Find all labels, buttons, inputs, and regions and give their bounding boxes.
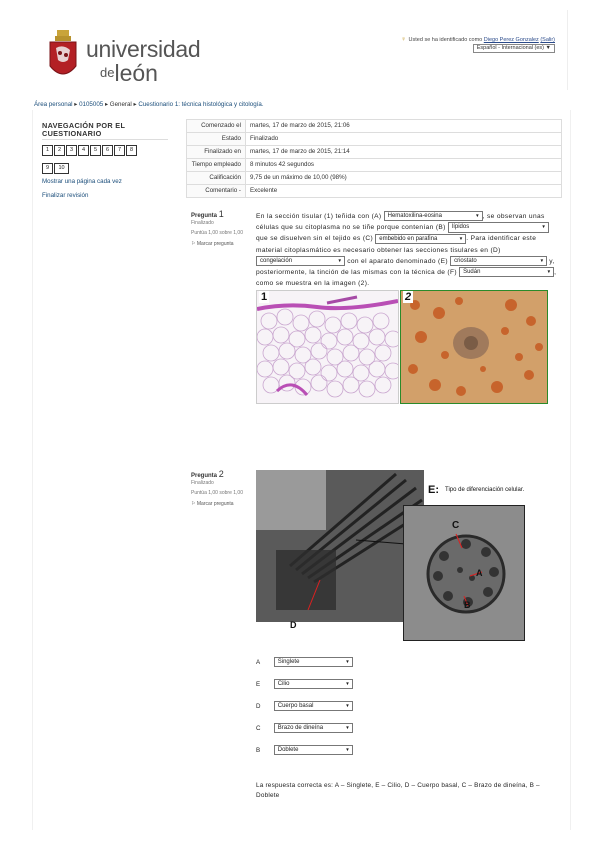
wordmark-line2 [100, 60, 158, 87]
q1-text-part: En la sección tisular (1) teñida con (A) [256, 213, 382, 220]
flag-icon: ⚐ [191, 500, 196, 507]
show-one-page-link[interactable]: Mostrar una página cada vez [42, 178, 122, 185]
question-score: Puntúa 1,00 sobre 1,00 [191, 230, 243, 236]
answer-row-a [256, 657, 353, 667]
breadcrumb-separator: ▸ [133, 101, 137, 108]
label-c: C [452, 520, 460, 531]
lightbulb-icon: ♀ [401, 36, 407, 43]
quiz-nav-question-9[interactable]: 9 [42, 163, 53, 174]
select-value: Cilio [277, 681, 290, 687]
summary-key: Tiempo empleado [187, 159, 246, 172]
answer-letter: E [256, 680, 261, 688]
answer-select-a[interactable] [384, 211, 483, 221]
summary-key: Comentario - [187, 185, 246, 198]
flag-question-label: Marcar pregunta [196, 240, 234, 247]
q1-text-part: , se observan unas células que su citoplasma no se tiñe porque contenían (B) [256, 213, 545, 232]
question-state: Finalizado [191, 219, 214, 226]
q1-text-part: , como se muestra en la imagen (2). [256, 269, 557, 288]
table-row [187, 146, 562, 159]
summary-key: Comenzado el [187, 120, 246, 133]
quiz-nav-question-4[interactable]: 4 [78, 145, 89, 156]
select-value: congelación [260, 257, 293, 264]
wordmark-line1: universidad [86, 36, 201, 62]
question-label: Pregunta [191, 213, 218, 219]
breadcrumb-separator: ▸ [104, 101, 109, 108]
answer-select[interactable] [274, 723, 353, 733]
cilia-micrograph-illustration [256, 470, 424, 622]
correct-answer-feedback: La respuesta correcta es: A – Singlete, E – Cilio, D – Cuerpo basal, C – Brazo de dineína, B – Doblete [256, 782, 540, 799]
axoneme-illustration [404, 506, 524, 640]
label-b: B [464, 600, 471, 610]
answer-letter: D [256, 702, 261, 710]
micrograph-axoneme-cross-section [403, 505, 525, 641]
q1-text-part: que se disuelven sin el tejido es (C) [256, 235, 374, 243]
breadcrumb-item-section[interactable]: General [109, 101, 132, 108]
label-d: D [290, 620, 297, 630]
quiz-nav-question-1[interactable]: 1 [42, 145, 53, 156]
answer-select-c[interactable] [375, 234, 466, 244]
quiz-nav-title: NAVEGACIÓN POR EL CUESTIONARIO [42, 121, 126, 138]
select-value: embebido en parafina [379, 235, 438, 242]
select-value: Sudán [463, 269, 481, 276]
answer-select[interactable] [274, 745, 353, 755]
answer-row-d [256, 701, 353, 711]
select-value: Cuerpo basal [277, 703, 314, 709]
chevron-down-icon: ▼ [545, 45, 551, 51]
summary-key: Estado [187, 133, 246, 146]
flag-question-label: Marcar pregunta [196, 500, 234, 507]
label-e: E: [428, 484, 439, 496]
summary-value: martes, 17 de marzo de 2015, 21:06 [246, 120, 562, 133]
image-1-label: 1 [261, 291, 268, 303]
quiz-nav-question-10[interactable]: 10 [54, 163, 69, 174]
flag-icon: ⚐ [191, 240, 196, 247]
breadcrumb-item-home[interactable]: Área personal [34, 101, 73, 108]
table-row [187, 185, 562, 198]
wordmark-suffix: león [114, 60, 158, 86]
micrograph-cilia-longitudinal [256, 470, 424, 622]
flag-question-button[interactable] [191, 501, 246, 508]
quiz-nav-question-5[interactable]: 5 [90, 145, 101, 156]
finish-review-link[interactable]: Finalizar revisión [42, 192, 89, 199]
quiz-nav-divider [42, 139, 168, 140]
question-2-info [191, 471, 246, 507]
answer-letter: B [256, 746, 261, 754]
table-row [187, 159, 562, 172]
summary-value: martes, 17 de marzo de 2015, 21:14 [246, 146, 562, 159]
wordmark-prefix: de [100, 65, 115, 80]
language-select[interactable] [473, 44, 555, 53]
summary-value: Excelente [246, 185, 562, 198]
label-e-caption: Tipo de diferenciación celular. [445, 487, 525, 493]
answer-row-c [256, 723, 353, 733]
attempt-summary-table [186, 119, 562, 198]
question-number: 2 [218, 469, 224, 479]
answer-row-b [256, 745, 353, 755]
answer-select[interactable] [274, 657, 353, 667]
answer-row-e [256, 679, 353, 689]
select-value: Hematoxilina-eosina [387, 213, 442, 220]
quiz-nav-question-8[interactable]: 8 [126, 145, 137, 156]
question-score: Puntúa 1,00 sobre 1,00 [191, 490, 243, 496]
table-row [187, 172, 562, 185]
answer-select-f[interactable] [459, 267, 554, 277]
adipose-tissue-illustration [257, 291, 398, 403]
summary-value: Finalizado [246, 133, 562, 146]
content-frame-left [32, 110, 33, 830]
answer-letter: A [256, 658, 261, 666]
content-frame-right [570, 110, 571, 830]
q1-text-part: y, posteriormente, la tinción de las mismas con la técnica de (F) [256, 257, 555, 277]
question-1-info [191, 211, 246, 247]
select-value: Doblete [277, 747, 299, 753]
logout-link[interactable]: (Salir) [540, 37, 555, 43]
histology-image-adipose [256, 290, 399, 404]
table-row [187, 120, 562, 133]
login-prefix: Usted se ha identificado como [408, 37, 483, 43]
answer-select-d[interactable] [256, 256, 345, 266]
quiz-nav-buttons [42, 145, 172, 181]
breadcrumb-separator: ▸ [74, 101, 78, 108]
quiz-nav-question-3[interactable]: 3 [66, 145, 77, 156]
table-row [187, 133, 562, 146]
select-value: Brazo de dineína [277, 725, 324, 731]
quiz-nav-question-7[interactable]: 7 [114, 145, 125, 156]
q1-text-part: con el aparato denominado (E) [347, 257, 448, 265]
university-crest-icon [48, 30, 78, 86]
question-label: Pregunta [191, 473, 218, 479]
question-state: Finalizado [191, 479, 214, 486]
question-2-heading [191, 471, 246, 480]
quiz-nav-question-6[interactable]: 6 [102, 145, 113, 156]
question-1-text [256, 211, 559, 289]
summary-key: Calificación [187, 172, 246, 185]
breadcrumb-item-course[interactable]: 0105005 [79, 101, 104, 108]
label-a: A [476, 568, 483, 578]
select-value: lípidos [451, 224, 470, 231]
question-1-heading [191, 211, 246, 220]
university-logo[interactable] [48, 30, 208, 94]
answer-select[interactable] [274, 701, 353, 711]
header-divider [567, 10, 568, 90]
breadcrumb-item-quiz[interactable]: Cuestionario 1: técnica histológica y citología. [138, 101, 264, 108]
answer-letter: C [256, 724, 261, 732]
answer-select-b[interactable] [448, 222, 549, 232]
quiz-nav-question-2[interactable]: 2 [54, 145, 65, 156]
select-value: Singlete [277, 659, 300, 665]
select-value: criostato [454, 257, 477, 264]
user-profile-link[interactable]: Diego Perez Gonzalez [483, 37, 539, 43]
histology-image-sudan [400, 290, 548, 404]
image-2-label: 2 [405, 291, 412, 303]
answer-select[interactable] [274, 679, 353, 689]
summary-value: 9,75 de un máximo de 10,00 (98%) [246, 172, 562, 185]
answer-select-e[interactable] [450, 256, 547, 266]
flag-question-button[interactable] [191, 241, 246, 248]
q1-text-part: . Para identificar este material citoplasmático es necesario obtener las secciones tisulares en (D) [256, 235, 537, 254]
question-number: 1 [218, 209, 224, 219]
login-info [401, 36, 555, 43]
breadcrumb [34, 101, 264, 108]
summary-key: Finalizado en [187, 146, 246, 159]
sudan-stain-illustration [401, 291, 547, 403]
language-value: Español - Internacional (es) [476, 45, 545, 51]
summary-value: 8 minutos 42 segundos [246, 159, 562, 172]
